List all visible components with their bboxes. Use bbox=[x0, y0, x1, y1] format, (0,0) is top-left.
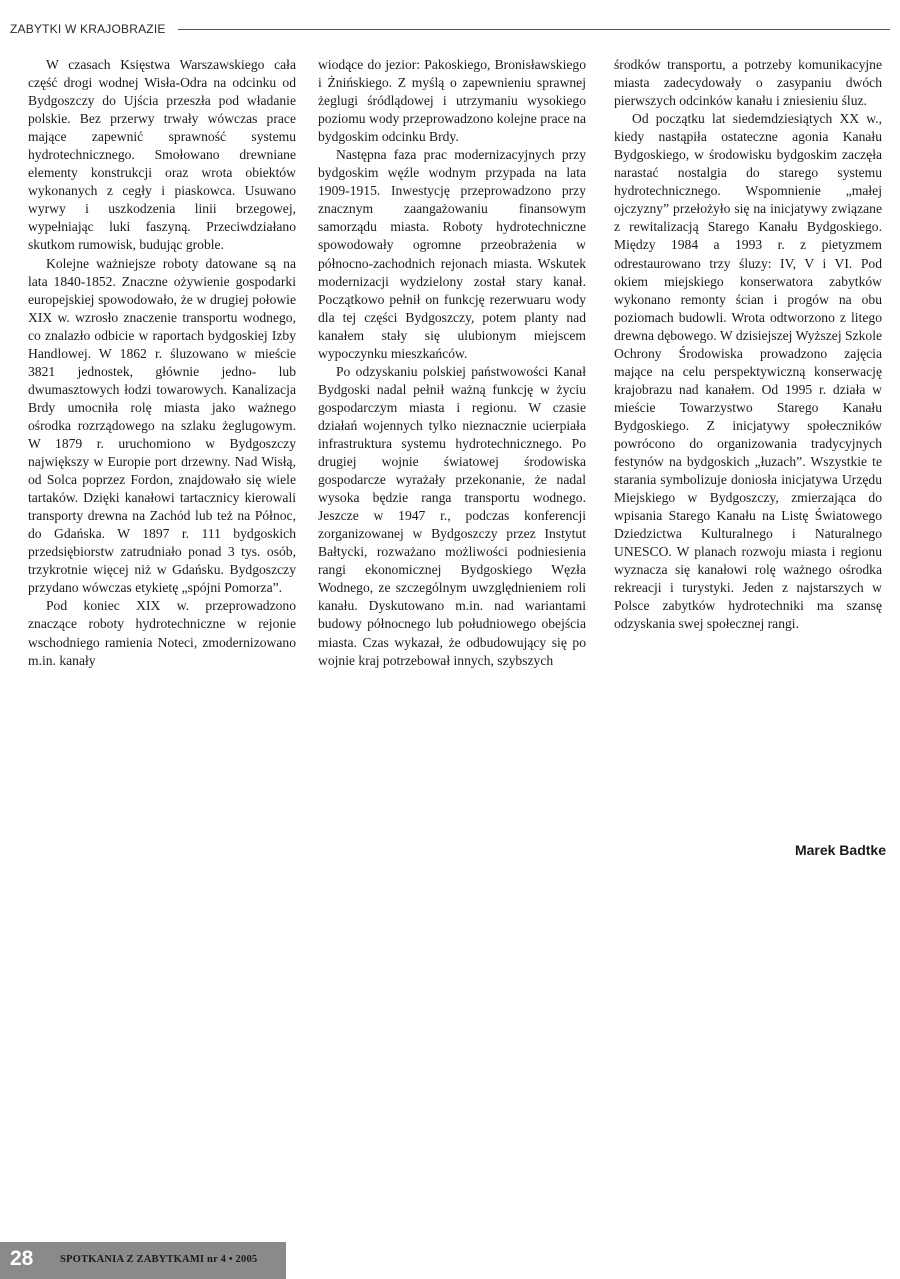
paragraph: Po odzyskaniu polskiej państwowości Kanał Bydgoski nadal pełnił ważną funkcję w życiu gospodarczym miasta i regionu. W czasie działań wojennych tylko nieznacznie ucierpiała infrastruktura systemu hydrotechnicznego. Po drugiej wojnie światowej środowiska gospodarcze wyrażały przekonanie, że nadal wysoka będzie ranga transportu wodnego. Jeszcze w 1947 r., podczas konferencji zorganizowanej w Bydgoszczy przez Instytut Bałtycki, rozważano możliwości podniesienia rangi ekonomicznej Bydgoskiego Węzła Wodnego, ze szczególnym uwzględnieniem roli kanału. Dyskutowano m.in. nad wariantami budowy północnego lub południowego obejścia miasta. Czas wykazał, że odbudowujący się po wojnie kraj potrzebował innych, szybszych bbox=[318, 363, 586, 668]
magazine-title: SPOTKANIA Z ZABYTKAMI nr 4 • 2005 bbox=[60, 1254, 258, 1265]
header-rule bbox=[178, 29, 890, 30]
paragraph: Od początku lat siedemdziesiątych XX w., kiedy nastąpiła ostateczne agonia Kanału Bydgoskiego, w środowisku bydgoskim zaczęła narastać nostalgia do starego systemu hydrotechnicznego. Wspomnienie „małej ojczyzny” przełożyło się na inicjatywy związane z rewitalizacją Starego Kanału Bydgoskiego. Między 1984 a 1993 r. z pietyzmem odrestaurowano trzy śluzy: IV, V i VI. Pod okiem miejskiego konserwatora zabytków wykonano remonty ścian i progów na obu poziomach budowli. Wrota odtworzono z litego drewna dębowego. W dzisiejszej Wyższej Szkole Ochrony Środowiska prowadzono zajęcia mające na celu perspektywiczną konserwację krajobrazu nad kanałem. Od 1995 r. działa w mieście Towarzystwo Starego Kanału Bydgoskiego. Z inicjatywy społeczników powrócono do organizowania tradycyjnych festynów na bydgoskich „łuzach”. Wszystkie te starania symbolizuje doniosła inicjatywa Urzędu Miejskiego w Bydgoszczy, zmierzająca do wpisania Starego Kanału na Listę Światowego Dziedzictwa Kulturalnego i Naturalnego UNESCO. W planach rozwoju miasta i regionu wyznacza się kanałowi rolę ważnego ośrodka rekreacji i turystyki. Jeden z najstarszych w Polsce zabytków hydrotechniki ma szansę odzyskania swej społecznej rangi. bbox=[614, 111, 882, 632]
paragraph: W czasach Księstwa Warszawskiego cała część drogi wodnej Wisła-Odra na odcinku od Bydgoszczy do Ujścia przeszła pod władanie polskie. Bez przerwy trwały wówczas prace mające zapewnić sprawność systemu hydrotechnicznego. Smołowano drewniane elementy konstrukcji oraz wrota obiektów wykonanych z cegły i piaskowca. Usuwano wyrwy i uszkodzenia linii brzegowej, wypełniając luki faszyną. Przeciwdziałano skutkom rumowisk, budując groble. bbox=[28, 57, 296, 253]
article-body bbox=[28, 56, 896, 866]
paragraph: Pod koniec XIX w. przeprowadzono znaczące roboty hydrotechniczne w rejonie wschodniego ramienia Noteci, zmodernizowano m.in. kanały bbox=[28, 598, 296, 668]
paragraph-continued: wiodące do jezior: Pakoskiego, Bronisławskiego i Żnińskiego. Z myślą o zapewnieniu sprawnej żeglugi śródlądowej i utrzymaniu wysokiego poziomu wody przeprowadzono kolejne prace na bydgoskim odcinku Brdy. bbox=[318, 57, 586, 145]
article-column-1 bbox=[28, 56, 296, 670]
running-header bbox=[10, 18, 890, 40]
paragraph: Kolejne ważniejsze roboty datowane są na lata 1840-1852. Znaczne ożywienie gospodarki europejskiej spowodowało, że w drugiej połowie XIX w. wzrosło znaczenie transportu wodnego, co znalazło odbicie w raportach bydgoskiej Izby Handlowej. W 1862 r. śluzowano w mieście 3821 jednostek, głównie jedno- lub dwumasztowych łodzi towarowych. Kanalizacja Brdy umocniła rolę miasta jako ważnego ośrodka rozrządowego na szlaku żeglugowym. W 1879 r. uruchomiono w Bydgoszczy największy w Europie port drzewny. Nad Wisłą, od Solca poprzez Fordon, znajdowało się wiele tartaków. Dzięki kanałowi tartacznicy kierowali transporty drewna na Zachód lub też na Północ, do Gdańska. W 1897 r. 111 bydgoskich przedsiębiorstw zatrudniało ponad 3 tys. osób, trzykrotnie więcej niż w Gdańsku. Bydgoszczy przydano wówczas etykietę „spójni Pomorza”. bbox=[28, 255, 296, 596]
paragraph-continued: środków transportu, a potrzeby komunikacyjne miasta zadecydowały o zasypaniu dwóch pierwszych odcinków kanału i zniesieniu śluz. bbox=[614, 57, 882, 109]
author-byline: Marek Badtke bbox=[794, 842, 886, 858]
section-label: ZABYTKI W KRAJOBRAZIE bbox=[10, 22, 170, 36]
page-number: 28 bbox=[10, 1247, 34, 1270]
page-footer bbox=[0, 1242, 286, 1279]
article-column-3 bbox=[614, 56, 882, 634]
article-column-2 bbox=[318, 56, 586, 670]
paragraph: Następna faza prac modernizacyjnych przy bydgoskim węźle wodnym przypada na lata 1909-1915. Inwestycję przeprowadzono przy znacznym zaangażowaniu finansowym samorządu miasta. Roboty hydrotechniczne spowodowały ogromne przeobrażenia w północno-zachodnich rejonach miasta. Wskutek modernizacji wydzielony został stary kanał. Początkowo pełnił on funkcję rezerwuaru wody dla tej części Bydgoszczy, potem planty nad kanałem stały się ulubionym miejscem wypoczynku mieszkańców. bbox=[318, 147, 586, 361]
